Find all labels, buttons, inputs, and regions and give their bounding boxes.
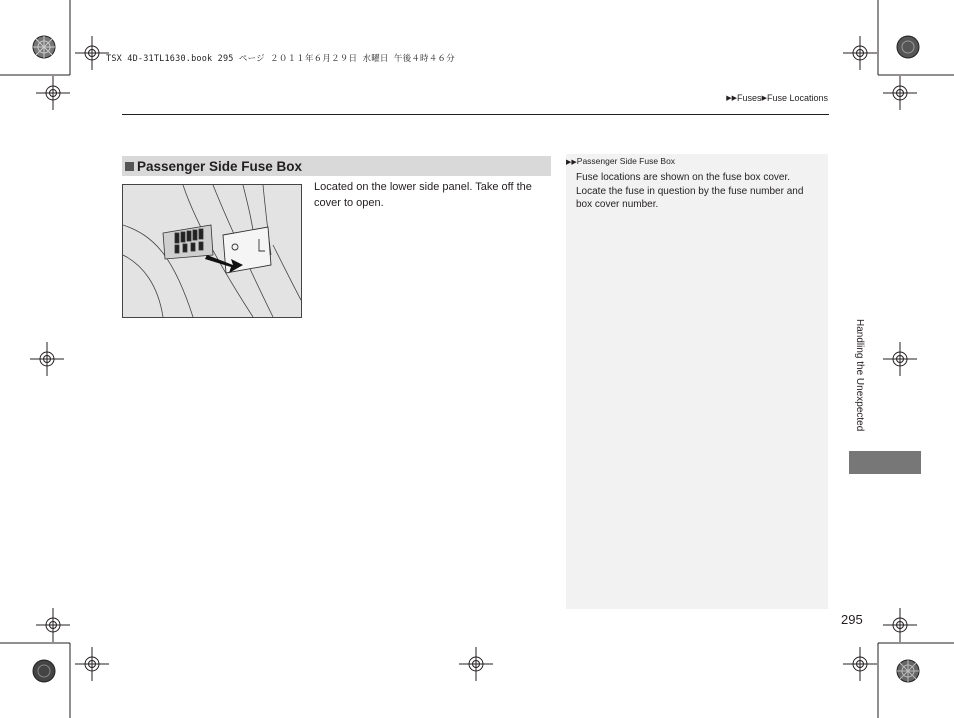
side-note-text: Fuse locations are shown on the fuse box cover. Locate the fuse in question by the fuse number and box cover number. xyxy=(576,172,804,210)
breadcrumb xyxy=(726,93,828,103)
side-note-panel xyxy=(566,154,828,609)
print-header: TSX 4D-31TL1630.book 295 ページ ２０１１年６月２９日 水曜日 午後４時４６分 xyxy=(106,54,455,64)
chapter-tab-marker xyxy=(849,451,921,474)
breadcrumb-level1[interactable]: Fuses xyxy=(737,93,762,103)
header-divider xyxy=(122,114,829,115)
side-note-heading xyxy=(566,156,675,166)
side-note-title: Passenger Side Fuse Box xyxy=(576,156,676,166)
reference-arrow-icon: ▶▶ xyxy=(566,159,577,166)
section-title: Passenger Side Fuse Box xyxy=(137,158,303,174)
page-number: 295 xyxy=(841,612,863,627)
triangle-right-icon: ▶▶ xyxy=(726,95,738,102)
fuse-box-illustration xyxy=(122,184,302,318)
section-body: Located on the lower side panel. Take off the cover to open. xyxy=(314,181,532,209)
section-header xyxy=(122,156,551,176)
triangle-right-icon: ▶ xyxy=(761,95,767,102)
chapter-tab-label: Handling the Unexpected xyxy=(854,319,865,432)
breadcrumb-level2[interactable]: Fuse Locations xyxy=(766,93,828,103)
square-bullet-icon xyxy=(125,162,134,171)
